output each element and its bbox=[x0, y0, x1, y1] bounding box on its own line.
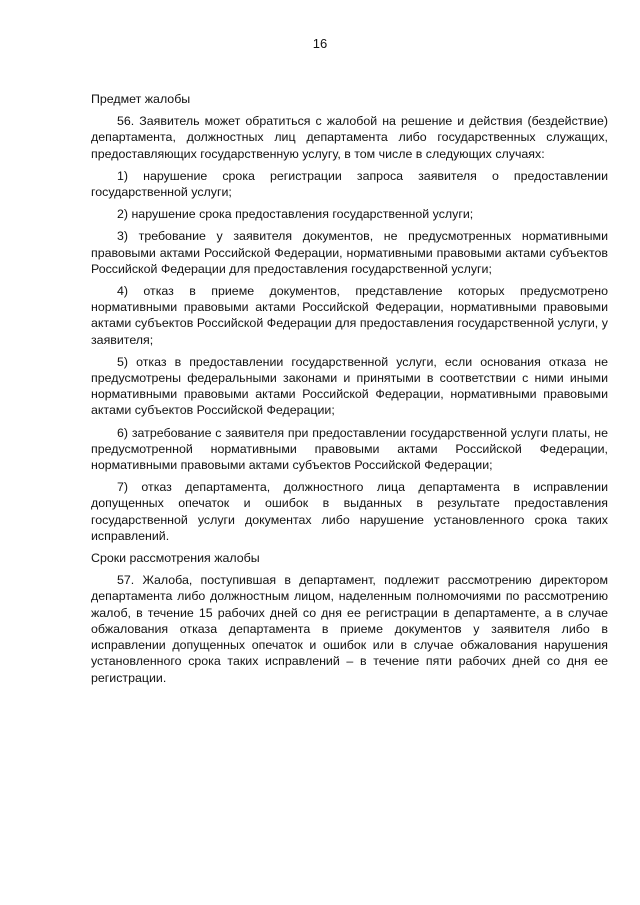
page-number: 16 bbox=[312, 36, 328, 51]
list-item-7: 7) отказ департамента, должностного лица департамента в исправлении допущенных опечаток и ошибок в выданных в результате предоставления государственной услуги документах либо нарушение установленного срока таких исправлений. bbox=[91, 480, 608, 543]
list-item-5: 5) отказ в предоставлении государственной услуги, если основания отказа не предусмотрены федеральными законами и принятыми в соответствии с ними иными нормативными правовыми актами Российской Федерации, нормативными правовыми актами субъектов Российской Федерации; bbox=[91, 354, 608, 418]
paragraph-57: 57. Жалоба, поступившая в департамент, подлежит рассмотрению директором департамента либо должностным лицом, наделенным полномочиями по рассмотрению жалоб, в течение 15 рабочих дней со дня ее регистрации в департаменте, а в случае обжалования отказа департамента в приеме документов у заявителя либо в исправлении допущенных опечаток и ошибок или в случае обжалования нарушения установленного срока таких исправлений – в течение пяти рабочих дней со дня ее регистрации. bbox=[91, 573, 608, 685]
list-item-3: 3) требование у заявителя документов, не предусмотренных нормативными правовыми актами Российской Федерации, нормативными правовыми актами субъектов Российской Федерации для предоставления государственной услуги; bbox=[91, 229, 608, 276]
list-item-1: 1) нарушение срока регистрации запроса заявителя о предоставлении государственной услуги; bbox=[91, 168, 608, 200]
list-item-2: 2) нарушение срока предоставления государственной услуги; bbox=[117, 207, 474, 222]
list-item-4: 4) отказ в приеме документов, представление которых предусмотрено нормативными правовыми актами Российской Федерации, нормативными правовыми актами субъектов Российской Федерации для предоставления государственной услуги, у заявителя; bbox=[91, 284, 608, 347]
document-body bbox=[91, 91, 608, 692]
paragraph-56: 56. Заявитель может обратиться с жалобой на решение и действия (бездействие) департамента, должностных лиц департамента либо государственных служащих, предоставляющих государственную услугу, в том числе в следующих случаях: bbox=[91, 114, 608, 161]
section-heading-complaint-subject: Предмет жалобы bbox=[91, 92, 191, 106]
list-item-6: 6) затребование с заявителя при предоставлении государственной услуги платы, не предусмотренной нормативными правовыми актами Российской Федерации, нормативными правовыми актами субъектов Российской Федерации; bbox=[91, 425, 608, 473]
section-heading-review-terms: Сроки рассмотрения жалобы bbox=[91, 551, 260, 566]
